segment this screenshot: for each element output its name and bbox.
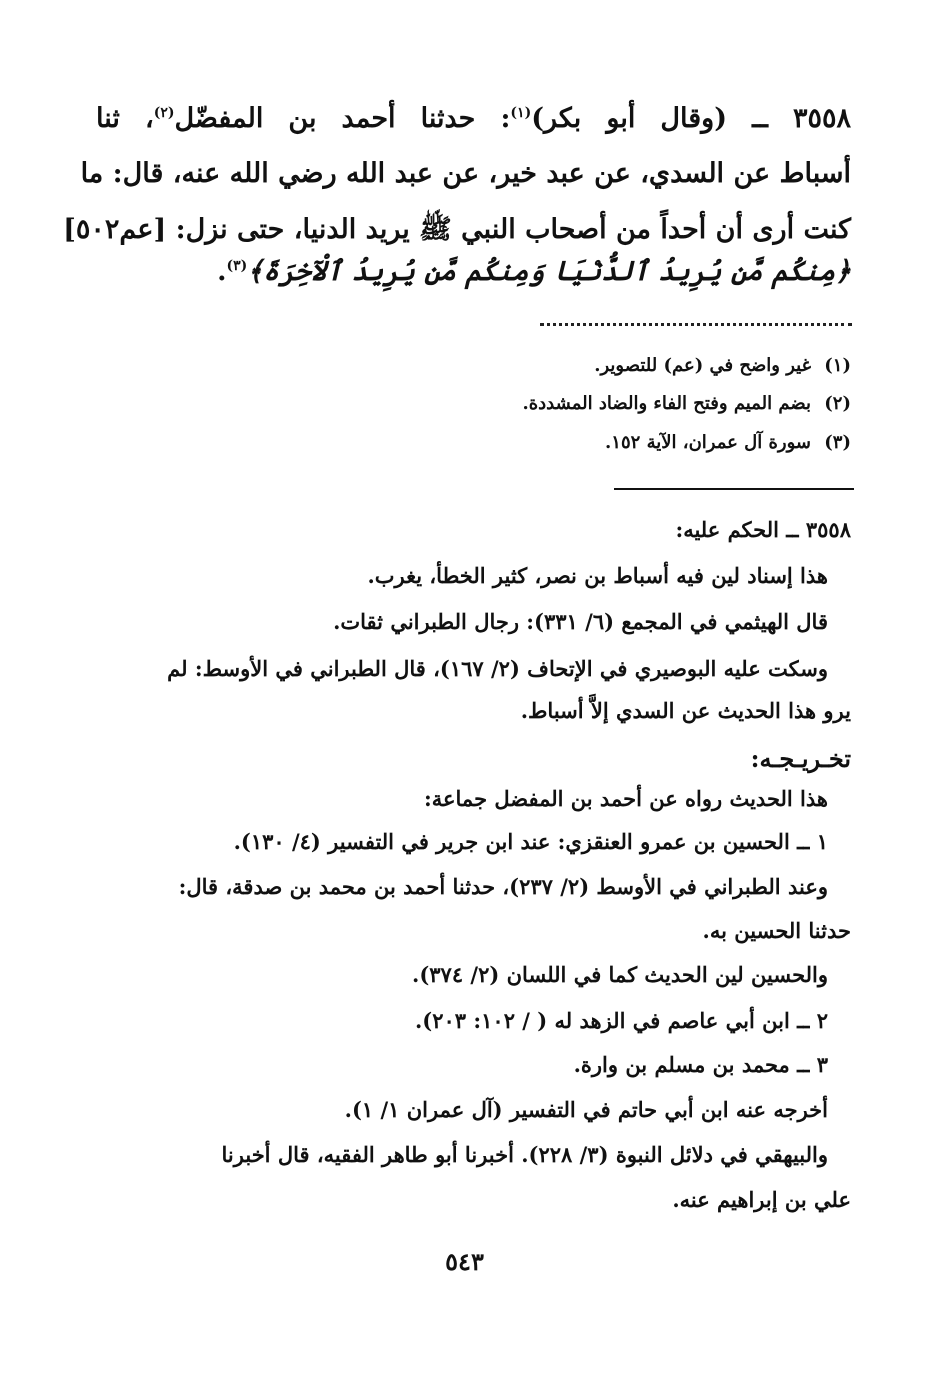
narration-text: : حدثنا أحمد بن المفضّل	[174, 103, 511, 134]
ruling-title: ٣٥٥٨ ــ الحكم عليه:	[675, 517, 851, 542]
page-number: ٥٤٣	[445, 1247, 484, 1276]
takhrij-line: هذا الحديث رواه عن أحمد بن المفضل جماعة:	[423, 786, 828, 811]
takhrij-line: ٣ ــ محمد بن مسلم بن وارة.	[573, 1052, 828, 1077]
ruling-line: يرو هذا الحديث عن السدي إلاَّ أسباط.	[520, 698, 851, 723]
footnote-text: غير واضح في (عم) للتصوير.	[594, 355, 811, 376]
footnote-ref-1: (١)	[510, 105, 532, 121]
hadith-line-2: أسباط عن السدي، عن عبد خير، عن عبد الله رضي الله عنه، قال: ما	[80, 158, 851, 189]
quran-verse: ﴿مِنكُم مَّن يُرِيدُ ٱلدُّنْيَا وَمِنكُم مَّن يُرِيدُ ٱلْآخِرَةَ﴾	[247, 256, 851, 287]
ruling-line: وسكت عليه البوصيري في الإتحاف (٢/ ١٦٧)، قال الطبراني في الأوسط: لم	[167, 656, 828, 681]
footnote-number: (٣)	[824, 432, 851, 453]
hadith-line-1	[96, 103, 851, 134]
hadith-number-and-opening: ٣٥٥٨ ــ (وقال أبو بكر)	[531, 103, 851, 134]
ruling-line: هذا إسناد لين فيه أسباط بن نصر، كثير الخطأ، يغرب.	[367, 563, 828, 588]
footnote-ref-2: (٢)	[153, 105, 175, 121]
footnote-ref-3: (٣)	[226, 258, 248, 274]
takhrij-heading: تخـريـجـه:	[750, 744, 851, 773]
ruling-line: قال الهيثمي في المجمع (٦/ ٣٣١): رجال الطبراني ثقات.	[333, 609, 828, 634]
hadith-line-3: كنت أرى أن أحداً من أصحاب النبي ﷺ يريد الدنيا، حتى نزل: [عم٥٠٢]	[63, 214, 851, 245]
takhrij-line: وعند الطبراني في الأوسط (٢/ ٢٣٧)، حدثنا أحمد بن محمد بن صدقة، قال:	[178, 874, 828, 899]
takhrij-line: والبيهقي في دلائل النبوة (٣/ ٢٢٨). أخبرنا أبو طاهر الفقيه، قال أخبرنا	[221, 1142, 828, 1167]
footnote-number: (١)	[824, 355, 851, 376]
takhrij-line: ١ ــ الحسين بن عمرو العنقزي: عند ابن جرير في التفسير (٤/ ١٣٠).	[233, 829, 828, 854]
footnote-3	[605, 432, 851, 453]
footnote-2	[522, 393, 851, 414]
footnote-text: سورة آل عمران، الآية ١٥٢.	[605, 432, 811, 453]
period: .	[217, 256, 227, 287]
footnote-text: بضم الميم وفتح الفاء والضاد المشددة.	[522, 393, 811, 414]
takhrij-line: حدثنا الحسين به.	[702, 918, 851, 943]
footnote-number: (٢)	[824, 393, 851, 414]
hadith-line-4	[217, 256, 851, 287]
takhrij-line: أخرجه عنه ابن أبي حاتم في التفسير (آل عمران ١/ ١).	[344, 1097, 828, 1122]
takhrij-line: ٢ ــ ابن أبي عاصم في الزهد له ( / ١٠٢: ٢٠٣).	[414, 1008, 828, 1033]
footnote-1	[594, 355, 851, 376]
narration-text: ، ثنا	[96, 103, 154, 134]
takhrij-line: علي بن إبراهيم عنه.	[672, 1187, 851, 1212]
takhrij-line: والحسين لين الحديث كما في اللسان (٢/ ٣٧٤).	[412, 962, 828, 987]
footnote-divider	[540, 323, 852, 326]
commentary-separator	[614, 488, 854, 490]
